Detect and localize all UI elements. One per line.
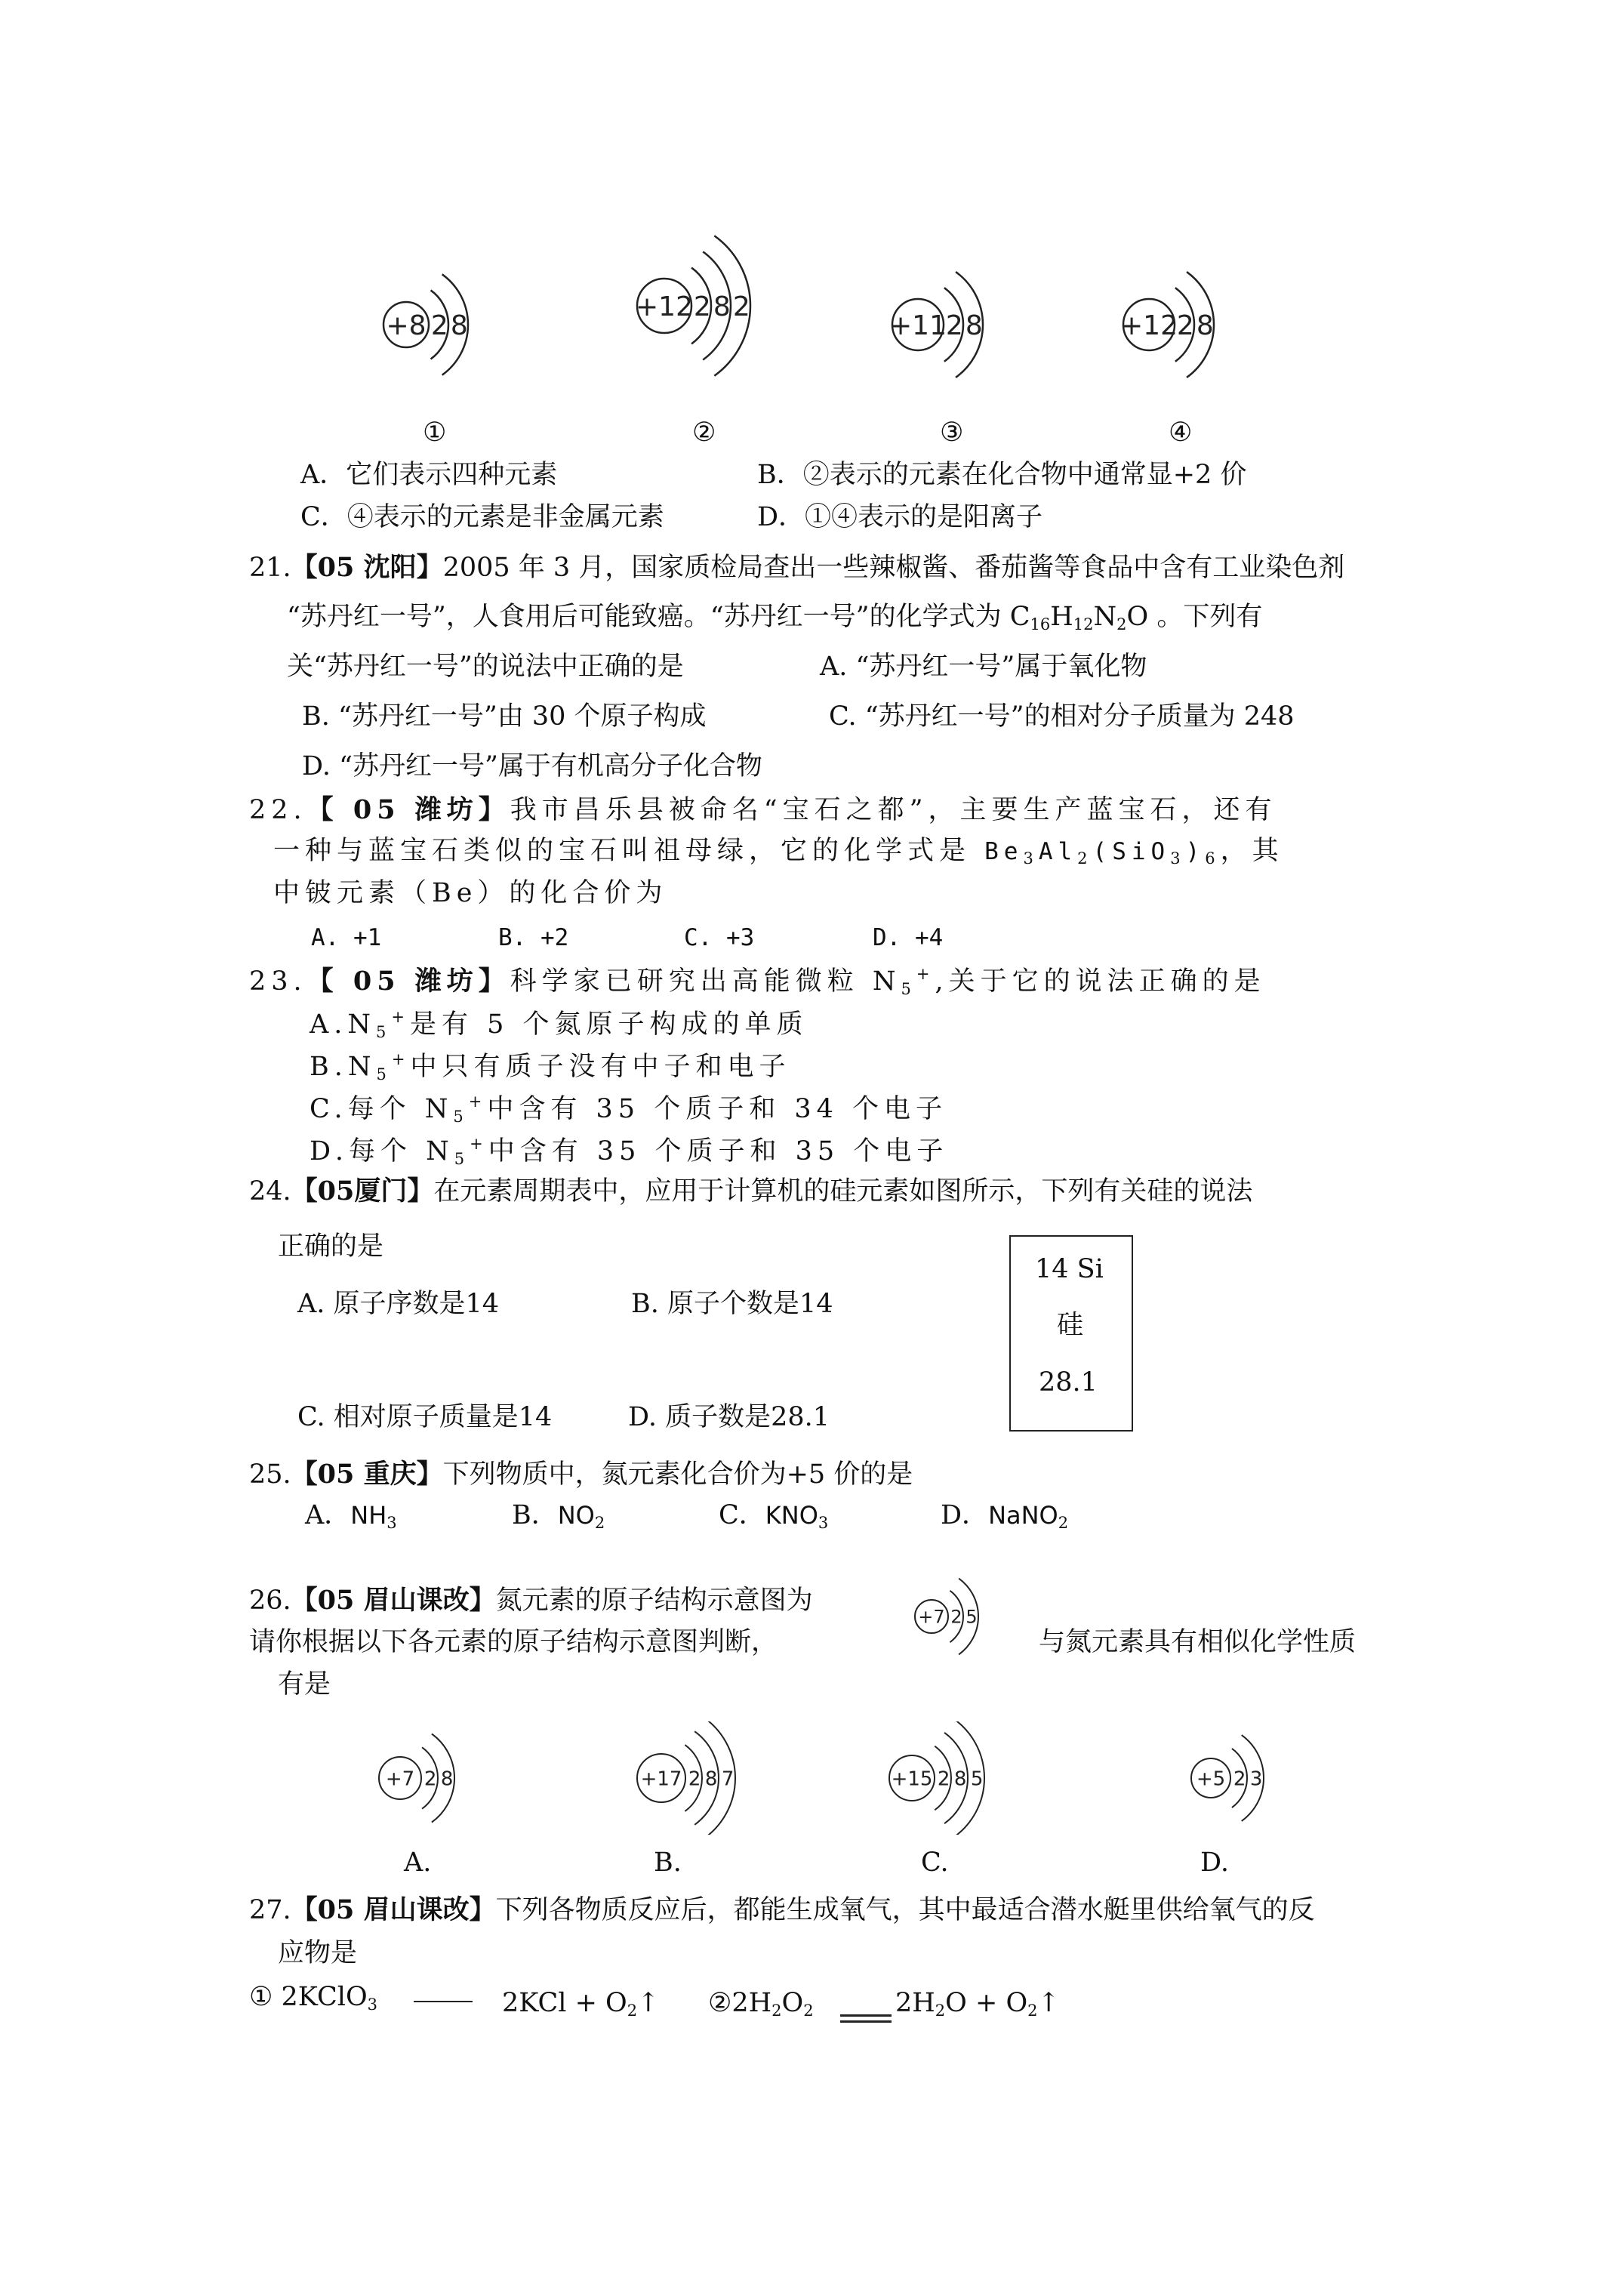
q22-text-1: 我市昌乐县被命名“宝石之都”，主要生产蓝宝石，还有 [510, 795, 1277, 825]
q21-formula-16: 16 [1030, 615, 1051, 633]
q20-label-2: ② [692, 418, 716, 448]
shell-electron-count: 7 [721, 1767, 735, 1791]
q27-source: 【05 眉山课改】 [291, 1894, 496, 1925]
silicon-number-symbol: 14 Si [1035, 1254, 1104, 1284]
q24-option-d: D. 质子数是28.1 [628, 1402, 830, 1432]
q26-option-atom-c [889, 1721, 984, 1835]
nucleus-charge: +12 [1120, 310, 1178, 341]
q22-text-2: 一种与蓝宝石类似的宝石叫祖母绿，它的化学式是 [273, 836, 985, 866]
shell-electron-count: 2 [1233, 1767, 1246, 1791]
q22-formula-6: 6 [1205, 849, 1221, 868]
q22-text-2b: ，其 [1220, 836, 1284, 866]
q22-formula-sio: (SiO [1092, 838, 1171, 865]
shell-electron-count: 8 [704, 1767, 718, 1791]
shell-electron-count: 5 [970, 1767, 984, 1791]
q23-line-1 [249, 966, 1266, 997]
q22-formula-3: 3 [1023, 849, 1039, 868]
q25-option-b: B．$NO_2$ [512, 1500, 605, 1532]
q27-number: 27. [249, 1895, 291, 1925]
q21-option-a: A. “苏丹红一号”属于氧化物 [820, 652, 1147, 682]
q23-option-b: $B.N_5^+$中只有质子没有中子和电子 [310, 1050, 791, 1083]
nucleus-charge: +15 [891, 1767, 933, 1791]
q22-formula-be: Be [984, 838, 1024, 865]
q21-formula-o: O [1126, 602, 1149, 632]
q23-text-1: 科学家已研究出高能微粒 N [510, 966, 901, 997]
q23-option-d: D.每个 $N_5^+$中含有 35 个质子和 35 个电子 [310, 1135, 949, 1168]
shell-electron-count: 2 [688, 1767, 701, 1791]
silicon-atomic-mass: 28.1 [1039, 1367, 1098, 1398]
shell-electron-count: 2 [1176, 310, 1194, 341]
q21-formula-2: 2 [1116, 615, 1127, 633]
q22-formula-al: Al [1038, 838, 1078, 865]
shell-electron-count: 8 [965, 310, 983, 341]
shell-electron-count: 8 [1196, 310, 1214, 341]
q24-line-2: 正确的是 [278, 1231, 384, 1262]
q26-line-3: 有是 [278, 1669, 331, 1700]
q27-line-2: 应物是 [278, 1938, 358, 1968]
q25-option-a: A．$NH_3$ [305, 1500, 397, 1532]
q22-formula-3b: 3 [1170, 849, 1186, 868]
q23-option-c: C.每个 $N_5^+$中含有 35 个质子和 34 个电子 [310, 1093, 947, 1126]
q24-source: 【05厦门】 [291, 1176, 434, 1207]
q21-text-2b: 。下列有 [1148, 602, 1263, 632]
q26-line-1 [249, 1587, 813, 1614]
q27-line-1 [249, 1894, 1315, 1925]
q25-option-c: C．$KNO_3$ [719, 1500, 829, 1532]
shell-electron-count: 2 [732, 291, 750, 322]
q21-formula-n: N [1093, 602, 1117, 632]
q24-line-1 [249, 1178, 1252, 1205]
q24-text-1: 在元素周期表中，应用于计算机的硅元素如图所示，下列有关硅的说法 [433, 1176, 1253, 1207]
q24-option-a: A. 原子序数是14 [297, 1289, 500, 1319]
q21-formula-12: 12 [1073, 615, 1094, 633]
q20-label-1: ① [423, 418, 447, 448]
q20-option-b: B．②表示的元素在化合物中通常显+2 价 [757, 460, 1247, 490]
q20-atom-diagrams [0, 204, 1623, 453]
q27-reaction-1-products: $2KCl + O_2↑$ [502, 1988, 660, 2020]
q26-line-2: 请你根据以下各元素的原子结构示意图判断， [249, 1627, 778, 1657]
q24-option-c: C. 相对原子质量是14 [297, 1402, 553, 1432]
q23-number: 23. [249, 966, 307, 997]
silicon-name: 硅 [1057, 1310, 1084, 1340]
q25-source: 【05 重庆】 [291, 1459, 443, 1490]
q23-text-1b: ,关于它的说法正确的是 [935, 966, 1266, 997]
q22-number: 22. [249, 795, 307, 825]
q20-atom-2 [636, 236, 750, 375]
nucleus-charge: +12 [636, 291, 693, 322]
q22-option-c: C. +3 [684, 924, 755, 951]
nucleus-charge: +8 [386, 310, 427, 341]
shell-electron-count: 3 [1249, 1767, 1263, 1791]
q21-line-2 [287, 604, 1262, 633]
q22-line-2 [273, 838, 1284, 867]
q26-number: 26. [249, 1586, 291, 1616]
shell-electron-count: 8 [440, 1767, 454, 1791]
q23-option-a: $A.N_5^+$是有 5 个氮原子构成的单质 [310, 1008, 808, 1041]
q24-option-b: B. 原子个数是14 [631, 1289, 833, 1319]
q25-option-d: D．NaNO$_2$ [941, 1500, 1069, 1532]
q26-option-atom-d [1191, 1735, 1264, 1821]
q26-label-d: D. [1200, 1848, 1229, 1878]
q20-option-c: C．④表示的元素是非金属元素 [300, 502, 664, 532]
q25-number: 25. [249, 1459, 291, 1490]
q21-option-b: B. “苏丹红一号”由 30 个原子构成 [302, 701, 707, 732]
shell-electron-count: 8 [713, 291, 731, 322]
q22-formula-2: 2 [1077, 849, 1093, 868]
q27-reaction-1-reactant: ① 2KClO$_3$ [249, 1982, 378, 2014]
q26-text-1: 氮元素的原子结构示意图为 [495, 1586, 813, 1616]
q27-reaction-2-reactant: $②2H_2O_2$ [708, 1988, 814, 2020]
q21-line-1 [249, 554, 1344, 581]
q21-formula-h: H [1050, 602, 1073, 632]
q20-label-4: ④ [1169, 418, 1193, 448]
q25-text-1: 下列物质中，氮元素化合价为+5 价的是 [442, 1459, 913, 1490]
q27-reaction-2-equals-top [840, 2014, 892, 2017]
q22-option-a: A. +1 [311, 924, 382, 951]
q20-option-d: D．①④表示的是阳离子 [757, 502, 1043, 532]
shell-electron-count: 8 [953, 1767, 967, 1791]
q22-formula-paren: ) [1185, 838, 1206, 865]
q21-number: 21. [249, 553, 291, 583]
q26-option-atom-diagrams [0, 1721, 1623, 1835]
shell-electron-count: 2 [423, 1767, 437, 1791]
q23-source: 【 05 潍坊】 [306, 966, 510, 997]
q23-ion-sub: 5 [901, 980, 916, 998]
q20-atom-3 [889, 272, 983, 378]
q26-label-c: C. [921, 1848, 949, 1878]
shell-electron-count: 2 [693, 291, 711, 322]
q26-line-2b: 与氮元素具有相似化学性质 [1039, 1627, 1357, 1657]
q22-line-3: 中铍元素（Be）的化合价为 [273, 878, 668, 908]
q26-option-atom-b [637, 1721, 735, 1835]
q22-source: 【 05 潍坊】 [306, 794, 510, 825]
q27-text-1: 下列各物质反应后，都能生成氧气，其中最适合潜水艇里供给氧气的反 [495, 1895, 1315, 1925]
q20-atom-4 [1120, 272, 1214, 378]
q22-option-b: B. +2 [498, 924, 569, 951]
q24-number: 24. [249, 1176, 291, 1207]
q22-option-d: D. +4 [873, 924, 944, 951]
q21-option-c: C. “苏丹红一号”的相对分子质量为 248 [829, 701, 1295, 732]
q21-text-1: 2005 年 3 月，国家质检局查出一些辣椒酱、番茄酱等食品中含有工业染色剂 [442, 553, 1345, 583]
nucleus-charge: +7 [385, 1767, 415, 1791]
shell-electron-count: 2 [950, 1606, 962, 1628]
q23-ion-sup: + [916, 965, 935, 983]
nucleus-charge: +7 [918, 1606, 945, 1628]
q20-option-a: A．它们表示四种元素 [300, 460, 558, 490]
q22-line-1 [249, 794, 1277, 825]
nucleus-charge: +5 [1196, 1767, 1226, 1791]
q20-atom-1 [383, 274, 468, 374]
q21-text-2: “苏丹红一号”，人食用后可能致癌。“苏丹红一号”的化学式为 C [287, 602, 1030, 632]
nucleus-charge: +11 [889, 310, 947, 341]
q21-text-3: 关“苏丹红一号”的说法中正确的是 [287, 652, 684, 682]
nucleus-charge: +17 [640, 1767, 682, 1791]
q26-option-atom-a [379, 1734, 454, 1822]
q20-label-3: ③ [940, 418, 964, 448]
shell-electron-count: 5 [965, 1606, 978, 1628]
q26-source: 【05 眉山课改】 [291, 1585, 496, 1616]
shell-electron-count: 2 [430, 310, 448, 341]
q21-line-3 [287, 654, 684, 680]
q21-source: 【05 沈阳】 [291, 552, 443, 583]
q27-reaction-1-arrow-line [414, 2001, 473, 2002]
q26-label-b: B. [654, 1848, 682, 1878]
shell-electron-count: 2 [937, 1767, 950, 1791]
q26-nitrogen-atom-diagram [891, 1574, 1072, 1657]
q25-line-1 [249, 1461, 913, 1488]
shell-electron-count: 2 [945, 310, 963, 341]
q21-option-d: D. “苏丹红一号”属于有机高分子化合物 [302, 751, 762, 781]
nitrogen-atom [915, 1579, 978, 1655]
q26-label-a: A. [404, 1848, 432, 1878]
q27-reaction-2-products: $2H_2O$ + $O_2↑$ [895, 1988, 1060, 2020]
q27-reaction-2-equals-bottom [840, 2020, 892, 2023]
shell-electron-count: 8 [450, 310, 468, 341]
